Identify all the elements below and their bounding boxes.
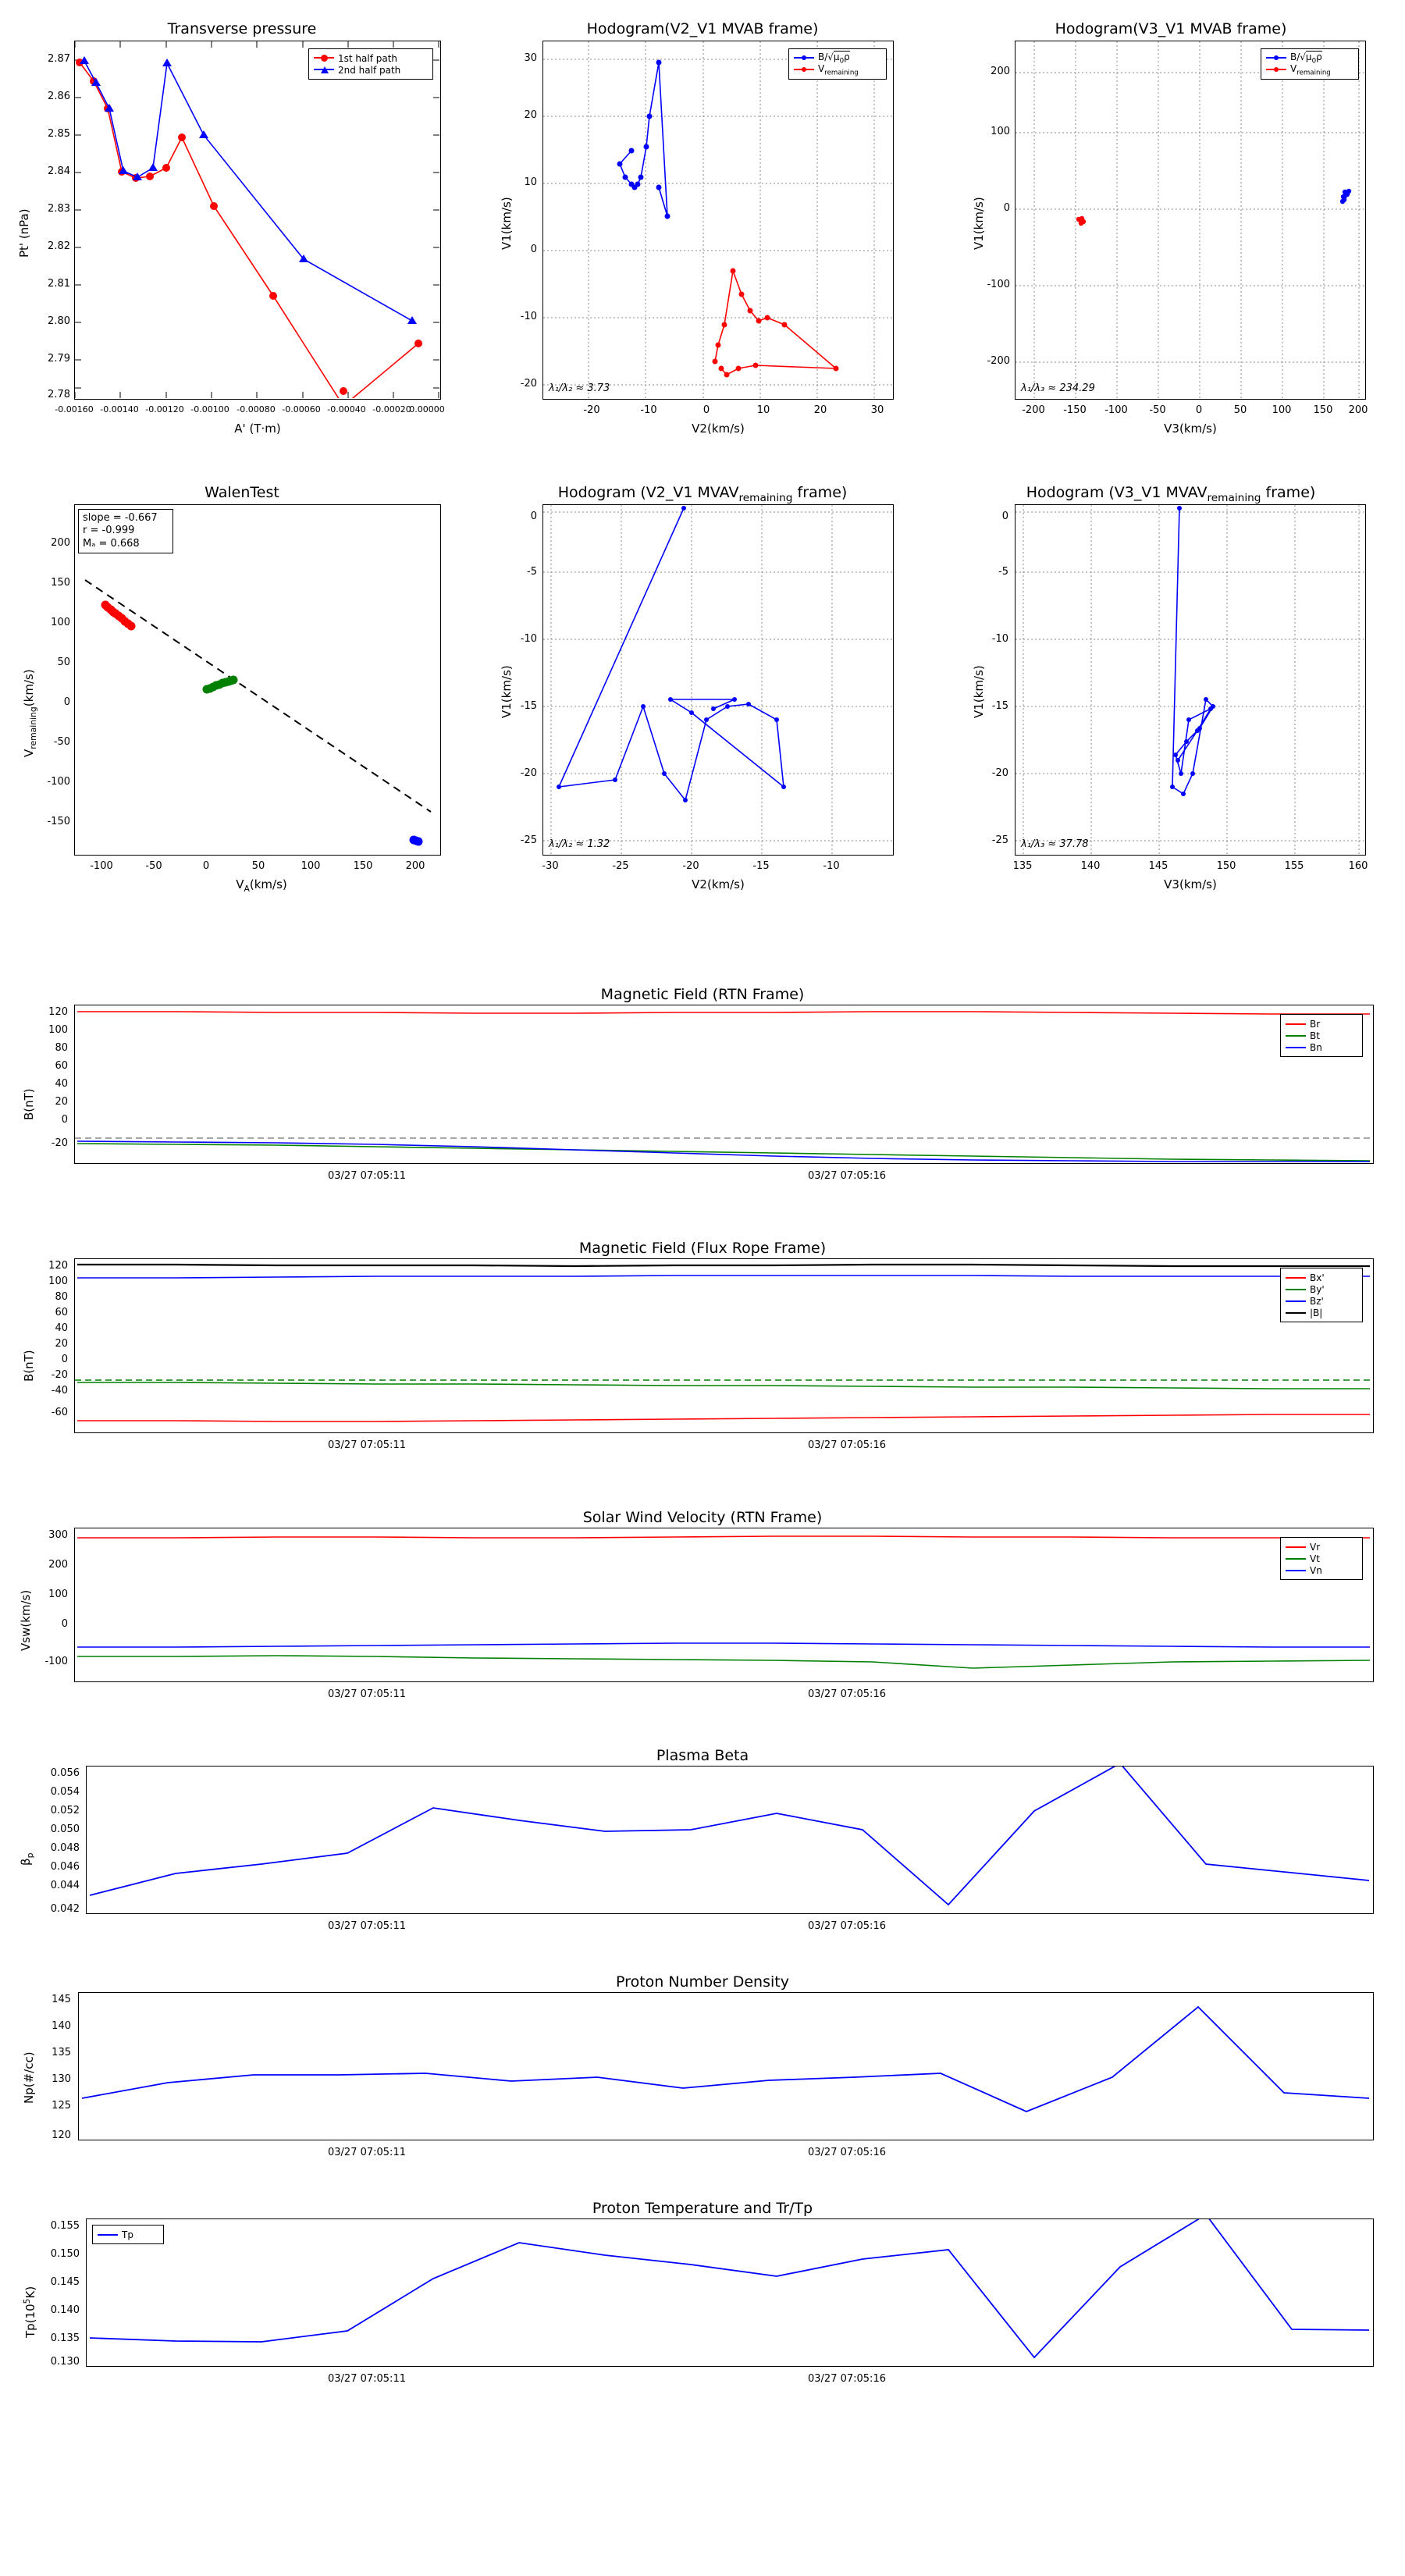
y-tick: -100 [47, 776, 70, 788]
legend [1280, 1014, 1363, 1057]
legend-item [1286, 1553, 1357, 1564]
magnetic-field-flux-rope-svg [75, 1259, 1372, 1432]
plot-area [74, 504, 441, 856]
x-tick: -30 [542, 860, 559, 872]
y-tick: 0 [63, 696, 70, 708]
y-tick: 30 [524, 52, 537, 64]
legend-line [1286, 1558, 1306, 1560]
x-tick: 20 [813, 404, 827, 416]
y-tick: 10 [524, 176, 537, 188]
y-tick: 0.054 [50, 1786, 80, 1798]
y-tick: 100 [51, 617, 70, 628]
y-tick: 0 [530, 511, 537, 522]
legend-line [1286, 1047, 1306, 1048]
fit-ma: Mₐ = 0.668 [83, 537, 140, 550]
y-tick: -25 [991, 834, 1008, 846]
x-tick: 03/27 07:05:16 [808, 1688, 886, 1700]
legend-label: $V_{remaining}$ [1290, 62, 1331, 77]
y-tick: 0.048 [50, 1842, 80, 1854]
y-tick: 300 [48, 1529, 68, 1541]
x-tick: 135 [1012, 860, 1033, 872]
y-tick: 0.140 [50, 2304, 80, 2316]
legend [788, 48, 887, 80]
legend-label: Tp [122, 2229, 133, 2240]
panel-title: Transverse pressure [167, 20, 317, 37]
y-axis-label: Pt' (nPa) [17, 208, 31, 258]
x-tick: -100 [90, 860, 113, 872]
y-tick: -20 [991, 767, 1008, 779]
x-tick: 155 [1284, 860, 1304, 872]
y-tick: 0.044 [50, 1880, 80, 1891]
x-tick: 50 [251, 860, 265, 872]
y-tick: 0.052 [50, 1805, 80, 1816]
legend-label: Bt [1310, 1030, 1320, 1041]
y-axis-label: V1(km/s) [972, 197, 986, 250]
y-axis-label: B(nT) [22, 1088, 36, 1120]
x-tick: 50 [1233, 404, 1247, 416]
legend-label: By' [1310, 1283, 1325, 1295]
y-tick: 200 [48, 1559, 68, 1571]
y-tick: 0 [61, 1618, 68, 1630]
panel-solar-wind-velocity-rtn [0, 1503, 1405, 1725]
y-tick: -20 [520, 767, 537, 779]
legend-label: Bz' [1310, 1295, 1324, 1307]
hodogram-v2v1-mvav-svg [543, 505, 892, 854]
legend-marker-circle [1266, 66, 1286, 74]
legend-item [1286, 1295, 1357, 1307]
y-tick: 120 [52, 2129, 71, 2141]
legend-line [1286, 1570, 1306, 1571]
x-tick: -200 [1022, 404, 1045, 416]
legend-label: |B| [1310, 1307, 1323, 1318]
legend-label: Bn [1310, 1041, 1322, 1053]
legend-item [1286, 1307, 1357, 1318]
legend-label: Bx' [1310, 1272, 1325, 1283]
legend-label: 2nd half path [338, 64, 401, 76]
x-axis-label: $V_A(km/s)$ [236, 877, 287, 894]
y-tick: 100 [48, 1589, 68, 1600]
legend-label: $B/√\mu_0\rho$ [1290, 51, 1322, 66]
panel-plasma-beta [0, 1741, 1405, 1955]
panel-title-main: Hodogram (V2_V1 MVAV [557, 484, 739, 501]
x-tick: -10 [823, 860, 840, 872]
y-tick: 130 [52, 2073, 71, 2085]
panel-title-text: Proton Temperature and Tr/Tp [592, 2200, 813, 2217]
y-tick: 80 [55, 1042, 68, 1054]
legend-line [1286, 1312, 1306, 1314]
x-axis-label: V2(km/s) [692, 877, 745, 891]
x-tick: -0.00160 [55, 404, 94, 415]
y-tick: 80 [55, 1291, 68, 1303]
y-tick: 100 [991, 126, 1010, 137]
x-tick: 160 [1348, 860, 1368, 872]
x-tick: 100 [301, 860, 321, 872]
eigenvalue-annotation: λ₁/λ₂ ≈ 3.73 [549, 382, 610, 394]
panel-title: Plasma Beta [656, 1747, 749, 1764]
panel-title [492, 484, 913, 504]
y-tick: -60 [51, 1407, 68, 1418]
panel-transverse-pressure [0, 0, 468, 445]
panel-hodogram-v2v1-mvav [468, 468, 937, 906]
plot-area [74, 41, 441, 400]
y-tick: 120 [48, 1006, 68, 1018]
legend-marker-circle [794, 55, 814, 62]
x-tick: -0.00120 [145, 404, 184, 415]
y-tick: 20 [55, 1338, 68, 1350]
y-tick: 0.050 [50, 1823, 80, 1835]
x-tick: 150 [1216, 860, 1236, 872]
panel-proton-number-density [0, 1967, 1405, 2182]
legend-label: Vt [1310, 1553, 1320, 1564]
eigenvalue-annotation: λ₁/λ₃ ≈ 234.29 [1021, 382, 1095, 394]
y-tick: -100 [987, 279, 1010, 290]
y-tick: 2.85 [48, 128, 70, 140]
plasma-beta-svg [87, 1767, 1372, 1912]
hodogram-v3v1-mvav-svg [1016, 505, 1364, 854]
legend-marker-circle [1266, 55, 1286, 62]
legend-item [314, 52, 428, 64]
fit-stats-box [78, 509, 173, 553]
x-tick: -50 [1149, 404, 1166, 416]
y-tick: 0.135 [50, 2332, 80, 2344]
plot-area [74, 1005, 1374, 1164]
x-tick: 30 [870, 404, 884, 416]
y-tick: 0.155 [50, 2220, 80, 2232]
legend-item [1286, 1564, 1357, 1576]
panel-proton-temperature [0, 2194, 1405, 2420]
y-tick: 20 [524, 109, 537, 121]
y-tick: -50 [53, 736, 70, 748]
fit-r: r = -0.999 [83, 525, 135, 537]
legend-line [1286, 1035, 1306, 1037]
legend-label: Vn [1310, 1564, 1322, 1576]
x-tick: 150 [1313, 404, 1333, 416]
y-tick: 0 [61, 1114, 68, 1126]
legend-marker-circle [314, 55, 334, 62]
panel-title: Magnetic Field (RTN Frame) [600, 986, 805, 1003]
x-tick: 0 [702, 404, 710, 416]
x-tick: -0.00140 [100, 404, 139, 415]
x-tick: 03/27 07:05:11 [328, 1170, 406, 1182]
plot-area [542, 504, 894, 856]
y-tick: -10 [520, 633, 537, 645]
x-axis-label: V3(km/s) [1164, 877, 1217, 891]
y-axis-label: $V_{remaining}(km/s)$ [22, 669, 38, 757]
legend-item [98, 2229, 158, 2240]
x-tick: -0.00040 [327, 404, 366, 415]
eigenvalue-annotation: λ₁/λ₂ ≈ 1.32 [549, 838, 610, 850]
y-tick: -5 [998, 566, 1008, 578]
y-tick: 145 [52, 1994, 71, 2005]
y-tick: -10 [991, 633, 1008, 645]
y-tick: 0.145 [50, 2276, 80, 2288]
plot-area [1015, 41, 1366, 400]
x-tick: 03/27 07:05:11 [328, 1920, 406, 1932]
panel-title-sub: remaining [738, 491, 793, 504]
panel-title: Magnetic Field (Flux Rope Frame) [578, 1240, 827, 1257]
y-axis-label: V1(km/s) [500, 665, 514, 718]
legend-label: Vr [1310, 1541, 1321, 1553]
proton-number-density-svg [79, 1993, 1372, 2139]
panel-title-end: frame) [792, 484, 848, 501]
x-tick: 150 [353, 860, 373, 872]
legend [308, 48, 433, 80]
x-tick: 03/27 07:05:16 [808, 1920, 886, 1932]
panel-title: Hodogram(V3_V1 MVAB frame) [1055, 20, 1287, 37]
y-tick: -15 [520, 700, 537, 712]
legend-marker-triangle [314, 66, 334, 74]
x-tick: -10 [640, 404, 657, 416]
y-tick: 0 [61, 1354, 68, 1365]
magnetic-field-rtn-svg [75, 1005, 1372, 1162]
x-axis-label: V2(km/s) [692, 422, 745, 436]
plot-area [74, 1258, 1374, 1433]
y-tick: 2.78 [48, 389, 70, 400]
eigenvalue-annotation: λ₁/λ₃ ≈ 37.78 [1021, 838, 1089, 850]
legend-label: $V_{remaining}$ [818, 62, 859, 77]
y-tick: -40 [51, 1385, 68, 1397]
panel-title-end: frame) [1261, 484, 1316, 501]
y-tick: -20 [520, 378, 537, 390]
y-tick: 2.79 [48, 353, 70, 365]
y-tick: 100 [48, 1024, 68, 1036]
panel-title: Hodogram(V2_V1 MVAB frame) [586, 20, 819, 37]
legend-item [1286, 1272, 1357, 1283]
fit-slope: slope = -0.667 [83, 512, 158, 524]
y-axis-label: V1(km/s) [500, 197, 514, 250]
hodogram-v3v1-mvab-svg [1016, 41, 1364, 398]
y-tick: 2.86 [48, 91, 70, 102]
y-tick: 2.82 [48, 240, 70, 252]
panel-title [390, 2200, 1015, 2217]
x-tick: -20 [583, 404, 600, 416]
panel-hodogram-v3v1-mvav [937, 468, 1405, 906]
panel-magnetic-field-rtn [0, 980, 1405, 1206]
x-tick: 0 [202, 860, 210, 872]
y-tick: 0 [1003, 202, 1010, 214]
legend-line [1286, 1289, 1306, 1290]
legend-item [1286, 1030, 1357, 1041]
y-tick: 50 [57, 656, 70, 668]
legend-label: $B/√\mu_0\rho$ [818, 51, 850, 66]
legend [1261, 48, 1359, 80]
x-tick: 100 [1272, 404, 1292, 416]
y-axis-label: $Tp(10^5K)$ [22, 2286, 37, 2338]
x-tick: -0.00060 [282, 404, 321, 415]
panel-magnetic-field-flux-rope [0, 1233, 1405, 1468]
x-tick: 145 [1148, 860, 1168, 872]
y-tick: -150 [47, 816, 70, 827]
panel-title: WalenTest [205, 484, 279, 501]
y-axis-label: V1(km/s) [972, 665, 986, 718]
plot-area [86, 1766, 1374, 1914]
y-tick: -15 [991, 700, 1008, 712]
y-tick: 150 [51, 577, 70, 589]
y-tick: -20 [51, 1369, 68, 1381]
legend-item [1286, 1041, 1357, 1053]
x-tick: 03/27 07:05:11 [328, 2147, 406, 2158]
y-axis-label: B(nT) [22, 1350, 36, 1382]
y-axis-label: Np(#/cc) [22, 2051, 36, 2104]
y-axis-label: Vsw(km/s) [19, 1589, 33, 1651]
x-tick: 03/27 07:05:11 [328, 1688, 406, 1700]
y-tick: -100 [44, 1656, 68, 1667]
legend-label: 1st half path [338, 52, 398, 64]
legend-item [314, 64, 428, 76]
y-tick: 2.83 [48, 203, 70, 215]
x-tick: -20 [682, 860, 699, 872]
legend-marker-circle [794, 66, 814, 74]
x-tick: 0 [1195, 404, 1203, 416]
x-tick: 140 [1080, 860, 1101, 872]
y-tick: 2.81 [48, 278, 70, 290]
x-tick: 03/27 07:05:16 [808, 1170, 886, 1182]
legend-line [1286, 1277, 1306, 1279]
y-tick: -10 [520, 311, 537, 322]
y-tick: 40 [55, 1078, 68, 1090]
x-tick: 200 [405, 860, 425, 872]
legend-line [1286, 1300, 1306, 1302]
y-tick: 0 [1001, 511, 1008, 522]
y-tick: 135 [52, 2047, 71, 2058]
x-tick: 03/27 07:05:16 [808, 1439, 886, 1451]
legend-item [794, 64, 881, 76]
x-axis-label: V3(km/s) [1164, 422, 1217, 436]
plot-area [86, 2218, 1374, 2367]
y-tick: -20 [51, 1137, 68, 1149]
x-tick: 03/27 07:05:16 [808, 2147, 886, 2158]
x-tick: 0.00000 [409, 404, 445, 415]
transverse-pressure-svg [75, 41, 439, 398]
legend [1280, 1537, 1363, 1580]
x-tick: 10 [756, 404, 770, 416]
plot-area [78, 1992, 1374, 2140]
y-tick: 140 [52, 2020, 71, 2032]
x-tick: -15 [752, 860, 770, 872]
x-tick: -0.00020 [372, 404, 411, 415]
panel-title: Proton Number Density [616, 1973, 789, 1991]
x-tick: 03/27 07:05:11 [328, 2373, 406, 2385]
y-tick: -5 [527, 566, 537, 578]
y-tick: 20 [55, 1096, 68, 1108]
y-tick: 40 [55, 1322, 68, 1334]
y-tick: 2.80 [48, 315, 70, 327]
x-tick: -25 [612, 860, 629, 872]
x-tick: -150 [1063, 404, 1087, 416]
panel-title: Solar Wind Velocity (RTN Frame) [582, 1509, 823, 1526]
x-tick: -0.00080 [237, 404, 276, 415]
y-axis-label: $\beta_p$ [19, 1852, 35, 1866]
x-tick: 03/27 07:05:11 [328, 1439, 406, 1451]
legend-item [794, 52, 881, 64]
legend-line [1286, 1546, 1306, 1548]
x-tick: -100 [1104, 404, 1128, 416]
y-tick: 2.84 [48, 165, 70, 177]
y-tick: 200 [991, 66, 1010, 77]
walen-test-svg [75, 505, 439, 854]
hodogram-v2v1-mvab-svg [543, 41, 892, 398]
legend [1280, 1268, 1363, 1322]
x-tick: -0.00100 [190, 404, 229, 415]
proton-temperature-svg [87, 2219, 1372, 2365]
y-tick: 2.87 [48, 53, 70, 65]
x-tick: 200 [1348, 404, 1368, 416]
legend-item [1266, 64, 1353, 76]
legend-item [1266, 52, 1353, 64]
panel-title [960, 484, 1382, 504]
plot-area [1015, 504, 1366, 856]
y-tick: 200 [51, 537, 70, 549]
legend-line [98, 2234, 118, 2236]
panel-hodogram-v2v1-mvab [468, 0, 937, 445]
legend-item [1286, 1283, 1357, 1295]
panel-title-sub: remaining [1207, 491, 1261, 504]
y-tick: 0.042 [50, 1903, 80, 1915]
solar-wind-velocity-svg [75, 1528, 1372, 1681]
y-tick: 0.150 [50, 2248, 80, 2260]
panel-walen-test [0, 468, 468, 906]
legend-line [1286, 1023, 1306, 1025]
y-tick: 0 [530, 244, 537, 255]
y-tick: 0.056 [50, 1767, 80, 1779]
x-tick: 03/27 07:05:16 [808, 2373, 886, 2385]
y-tick: 120 [48, 1260, 68, 1272]
y-tick: 60 [55, 1060, 68, 1072]
plot-area [542, 41, 894, 400]
legend-label: Br [1310, 1018, 1321, 1030]
y-tick: -25 [520, 834, 537, 846]
y-tick: -200 [987, 355, 1010, 367]
plot-area [74, 1528, 1374, 1682]
x-axis-label: A' (T·m) [234, 422, 281, 436]
y-tick: 0.046 [50, 1861, 80, 1873]
y-tick: 60 [55, 1307, 68, 1318]
panel-title-main: Hodogram (V3_V1 MVAV [1026, 484, 1208, 501]
x-tick: -50 [145, 860, 162, 872]
legend-item [1286, 1018, 1357, 1030]
panel-hodogram-v3v1-mvab [937, 0, 1405, 445]
y-tick: 0.130 [50, 2356, 80, 2368]
y-tick: 100 [48, 1276, 68, 1287]
y-tick: 125 [52, 2100, 71, 2112]
legend-item [1286, 1541, 1357, 1553]
legend [92, 2225, 164, 2244]
